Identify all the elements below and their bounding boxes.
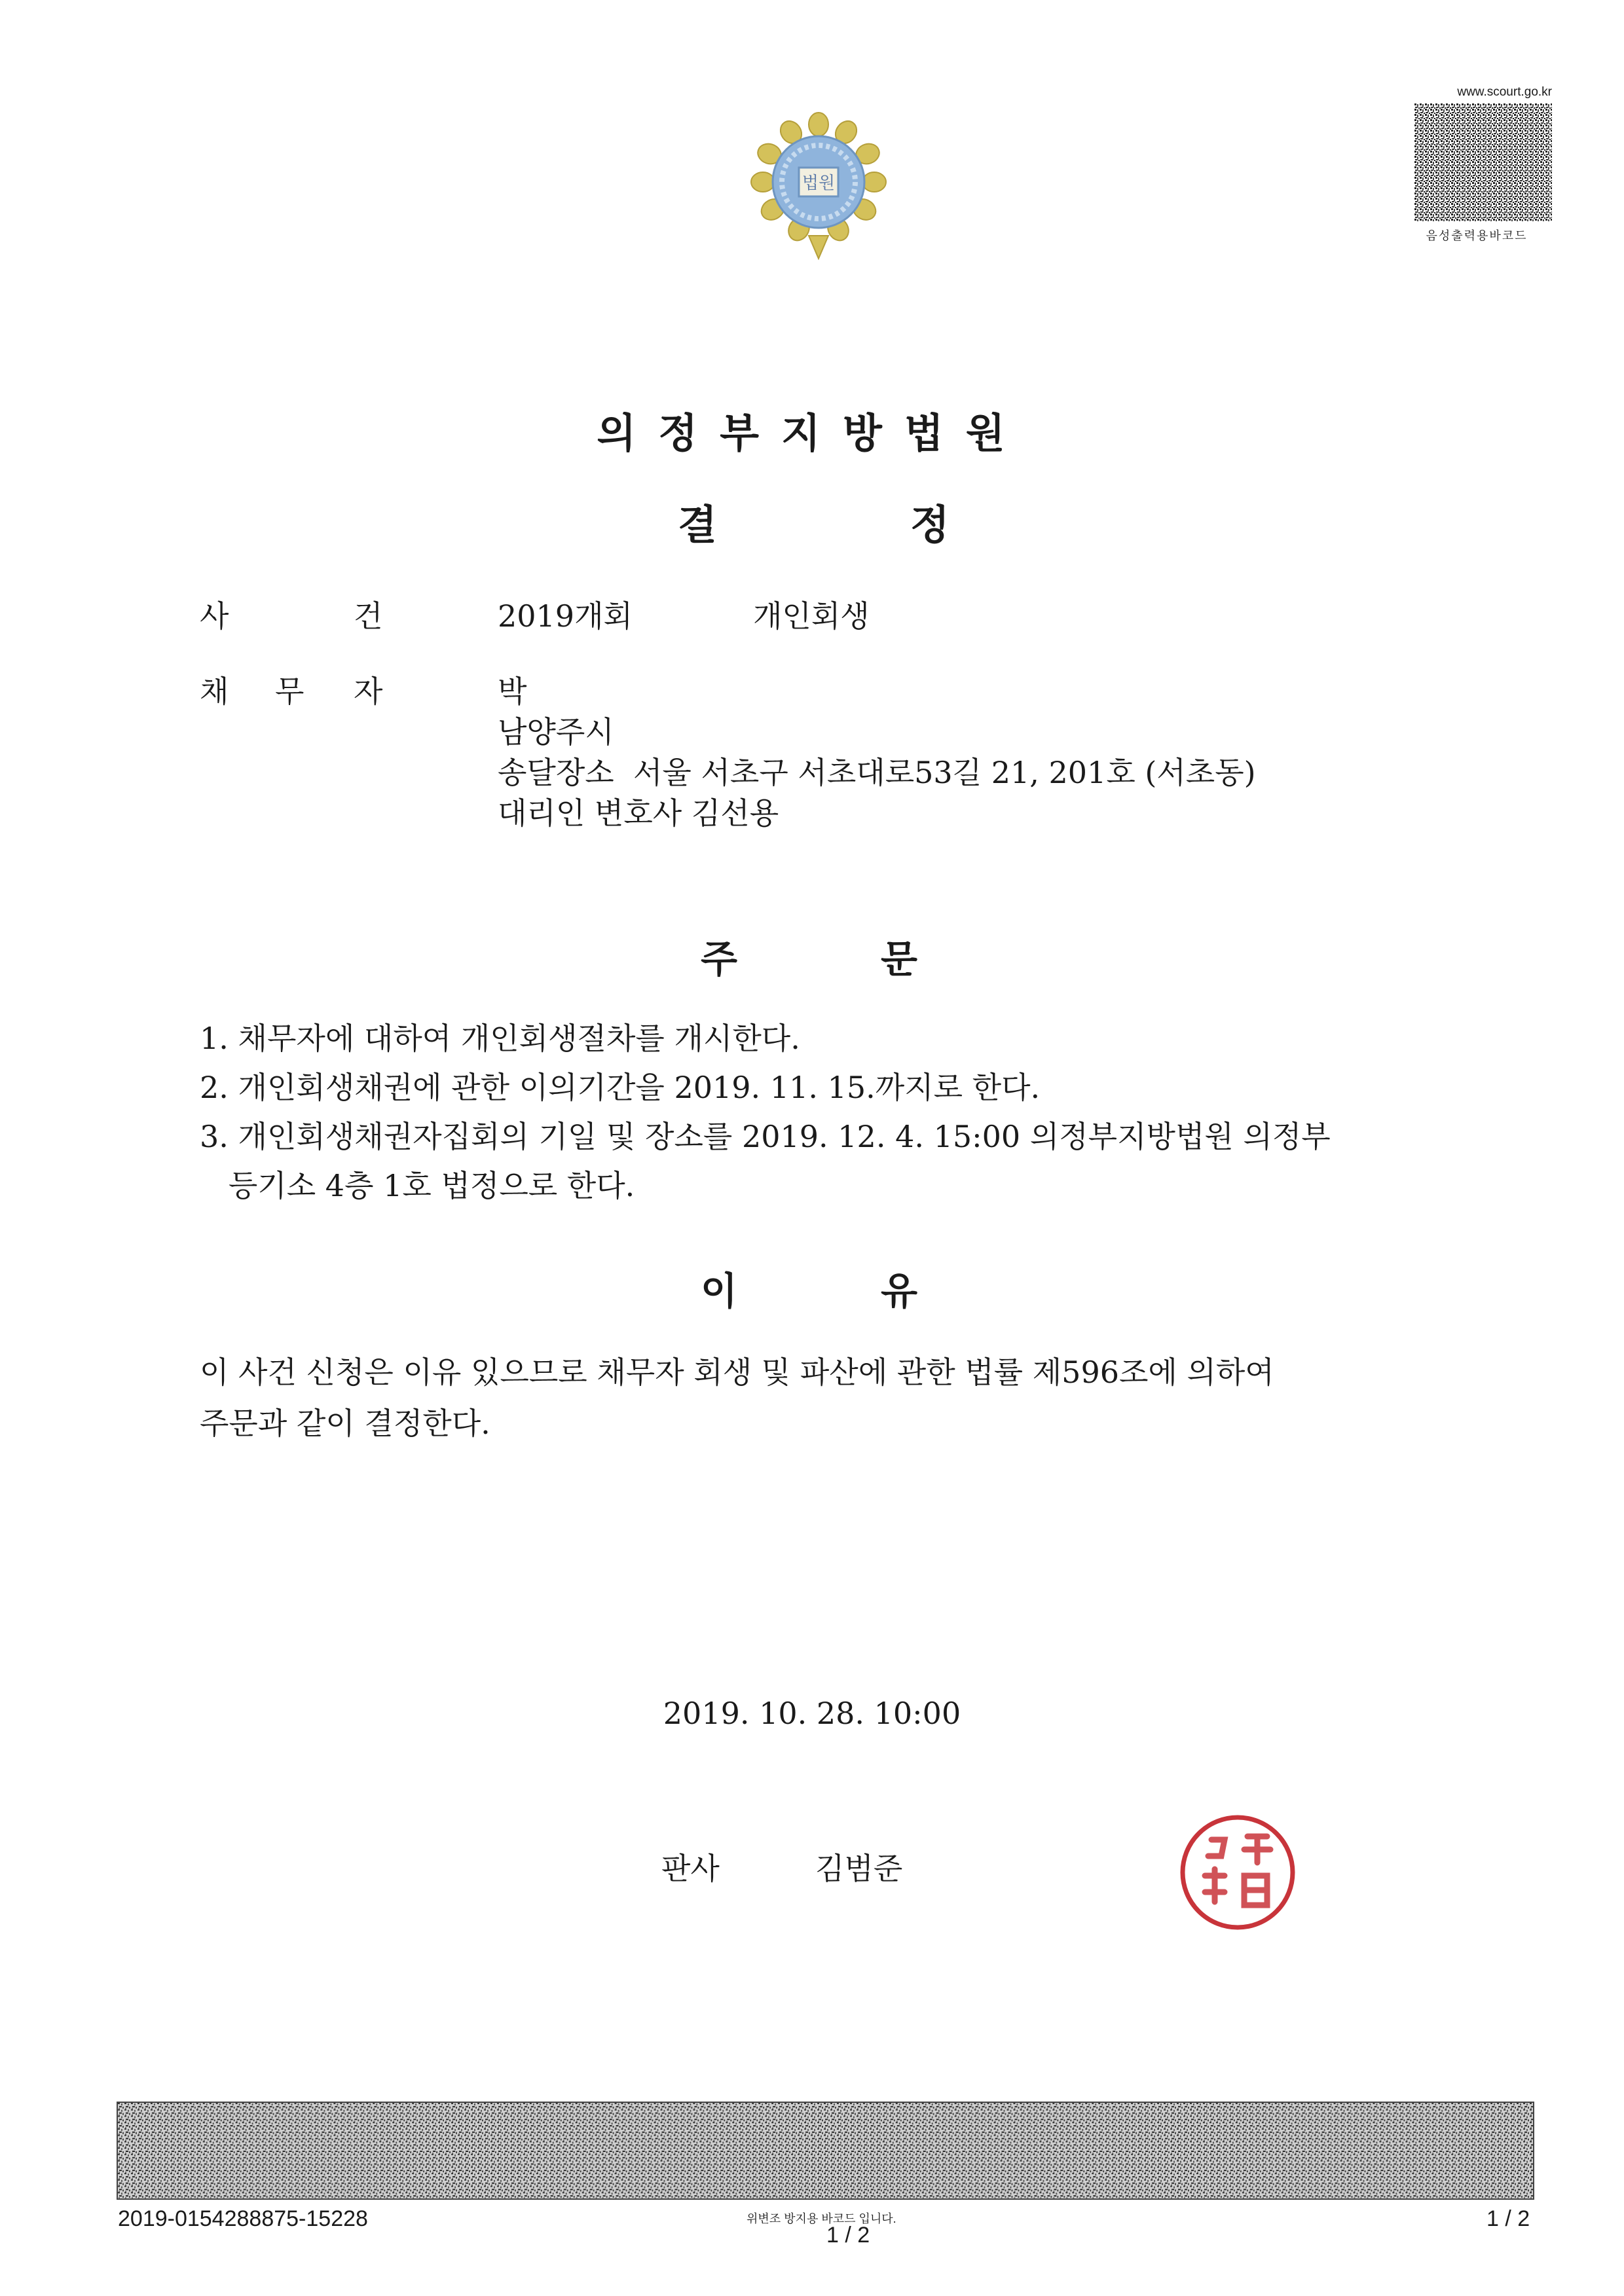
- case-type: 개인회생: [753, 598, 870, 634]
- page-number-right: 1 / 2: [1486, 2206, 1530, 2231]
- debtor-address: 남양주시: [498, 714, 614, 750]
- case-label-char-2: 건: [354, 598, 383, 634]
- reason-line-2: 주문과 같이 결정한다.: [200, 1406, 490, 1441]
- debtor-label-char-3: 자: [354, 674, 383, 709]
- reason-heading-char-2: 유: [881, 1269, 918, 1313]
- debtor-name: 박: [498, 674, 527, 709]
- debtor-label-char-2: 무: [275, 674, 304, 709]
- order-item-1: 1. 채무자에 대하여 개인회생절차를 개시한다.: [200, 1021, 800, 1056]
- document-number: 2019-0154288875-15228: [118, 2206, 368, 2231]
- order-item-2: 2. 개인회생채권에 관한 이의기간을 2019. 11. 15.까지로 한다.: [200, 1070, 1041, 1105]
- anti-forgery-barcode-icon: [117, 2102, 1534, 2200]
- barcode-note: 위변조 방지용 바코드 입니다.: [747, 2212, 896, 2225]
- page-number-center: 1 / 2: [826, 2223, 870, 2248]
- order-item-3-cont: 등기소 4층 1호 법정으로 한다.: [200, 1168, 635, 1203]
- doc-title-char-2: 정: [910, 501, 950, 549]
- qr-caption: 음성출력용바코드: [1426, 229, 1528, 242]
- qr-code-icon: [1414, 103, 1552, 221]
- judge-seal-icon: [1175, 1810, 1300, 1935]
- debtor-label-char-1: 채: [200, 674, 229, 709]
- case-number: 2019개회: [498, 598, 633, 634]
- qr-url: www.scourt.go.kr: [1457, 85, 1552, 99]
- reason-line-1: 이 사건 신청은 이유 있으므로 채무자 회생 및 파산에 관한 법률 제596조에 의하여: [200, 1355, 1274, 1390]
- judge-name: 김범준: [815, 1851, 903, 1886]
- decision-date: 2019. 10. 28. 10:00: [663, 1696, 961, 1731]
- debtor-service-address: 송달장소 서울 서초구 서초대로53길 21, 201호 (서초동): [498, 755, 1256, 790]
- order-heading-char-2: 문: [881, 937, 918, 981]
- emblem-text: 법원: [802, 173, 836, 193]
- judge-title: 판사: [661, 1851, 720, 1886]
- court-name: 의정부지방법원: [597, 409, 1027, 457]
- order-item-3: 3. 개인회생채권자집회의 기일 및 장소를 2019. 12. 4. 15:00 의정부지방법원 의정부: [200, 1119, 1331, 1154]
- case-label-char-1: 사: [200, 598, 229, 634]
- reason-heading-char-1: 이: [701, 1269, 738, 1313]
- doc-title-char-1: 결: [678, 501, 717, 549]
- order-heading-char-1: 주: [701, 937, 738, 981]
- debtor-attorney: 대리인 변호사 김선용: [498, 795, 779, 831]
- court-emblem-icon: [740, 105, 897, 262]
